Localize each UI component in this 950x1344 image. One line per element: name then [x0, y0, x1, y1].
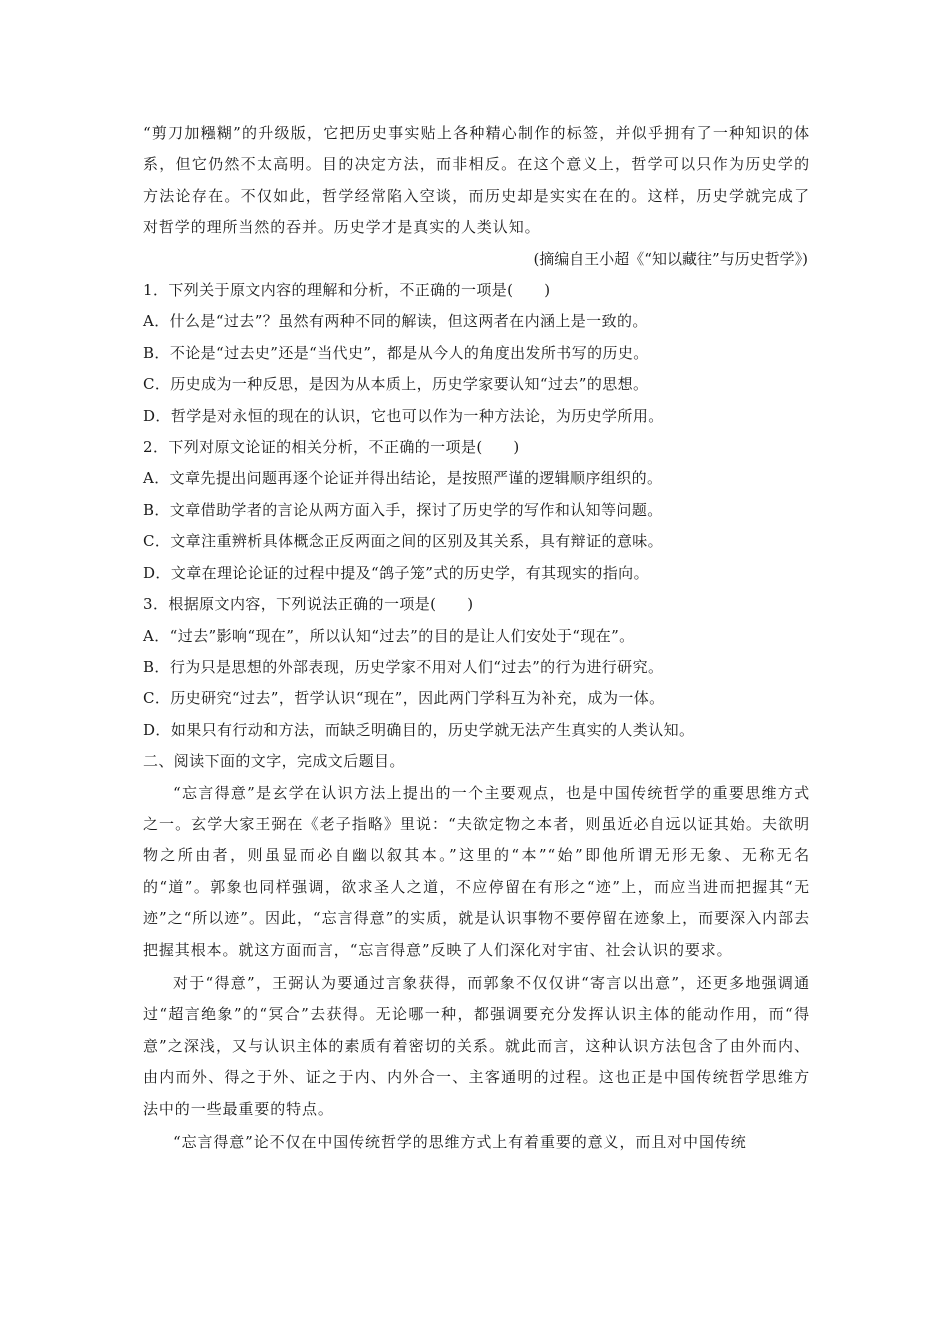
- passage1-tail-paragraph: “剪刀加糨糊”的升级版，它把历史事实贴上各种精心制作的标签，并似乎拥有了一种知识的体系，但它仍然不太高明。目的决定方法，而非相反。在这个意义上，哲学可以只作为历史学的方法论存在。不仅如此，哲学经常陷入空谈，而历史却是实实在在的。这样，历史学就完成了对哲学的理所当然的吞并。历史学才是真实的人类认知。: [143, 124, 810, 237]
- section-2-heading: 二、阅读下面的文字，完成文后题目。: [143, 752, 405, 771]
- question-2-option-a: A．文章先提出问题再逐个论证并得出结论，是按照严谨的逻辑顺序组织的。: [143, 469, 663, 488]
- question-1-option-a: A．什么是“过去”？虽然有两种不同的解读，但这两者在内涵上是一致的。: [143, 312, 648, 331]
- question-1-option-d: D．哲学是对永恒的现在的认识，它也可以作为一种方法论，为历史学所用。: [143, 406, 664, 425]
- question-2-stem: 2．下列对原文论证的相关分析，不正确的一项是( ): [143, 438, 520, 457]
- question-2-option-b: B．文章借助学者的言论从两方面入手，探讨了历史学的写作和认知等问题。: [143, 500, 663, 519]
- question-3-option-d: D．如果只有行动和方法，而缺乏明确目的，历史学就无法产生真实的人类认知。: [143, 720, 695, 739]
- question-3-stem: 3．根据原文内容，下列说法正确的一项是( ): [143, 595, 474, 614]
- source-citation: (摘编自王小超《“知以藏往”与历史哲学》): [533, 249, 808, 268]
- question-1: [143, 275, 810, 432]
- question-3-option-b: B．行为只是思想的外部表现，历史学家不用对人们“过去”的行为进行研究。: [143, 657, 664, 676]
- question-1-option-c: C．历史成为一种反思，是因为从本质上，历史学家要认知“过去”的思想。: [143, 375, 649, 394]
- question-2: [143, 432, 810, 589]
- passage2-paragraph-1: “忘言得意”是玄学在认识方法上提出的一个主要观点，也是中国传统哲学的重要思维方式之一。玄学大家王弼在《老子指略》里说：“夫欲定物之本者，则虽近必自远以证其始。夫欲明物之所由者，则虽显而必自幽以叙其本。”这里的“本”“始”即他所谓无形无象、无称无名的“道”。郭象也同样强调，欲求圣人之道，不应停留在有形之“迹”上，而应当进而把握其“无迹”之“所以迹”。因此，“忘言得意”的实质，就是认识事物不要停留在迹象上，而要深入内部去把握其根本。就这方面而言，“忘言得意”反映了人们深化对宇宙、社会认识的要求。: [143, 783, 810, 959]
- passage2-paragraph-3: “忘言得意”论不仅在中国传统哲学的思维方式上有着重要的意义，而且对中国传统: [173, 1133, 747, 1151]
- question-2-option-d: D．文章在理论论证的过程中提及“鸽子笼”式的历史学，有其现实的指向。: [143, 563, 649, 582]
- question-3: [143, 589, 810, 746]
- question-1-stem: 1．下列关于原文内容的理解和分析，不正确的一项是( ): [143, 281, 551, 300]
- question-2-option-c: C．文章注重辨析具体概念正反两面之间的区别及其关系，具有辩证的意味。: [143, 532, 664, 551]
- passage2-paragraph-2: 对于“得意”，王弼认为要通过言象获得，而郭象不仅仅讲“寄言以出意”，还更多地强调通过“超言绝象”的“冥合”去获得。无论哪一种，都强调要充分发挥认识主体的能动作用，而“得意”之深浅，又与认识主体的素质有着密切的关系。就此而言，这种认识方法包含了由外而内、由内而外、得之于外、证之于内、内外合一、主客通明的过程。这也正是中国传统哲学思维方法中的一些最重要的特点。: [143, 973, 810, 1118]
- question-1-option-b: B．不论是“过去史”还是“当代史”，都是从今人的角度出发所书写的历史。: [143, 343, 649, 362]
- question-3-option-a: A．“过去”影响“现在”，所以认知“过去”的目的是让人们安处于“现在”。: [143, 626, 635, 645]
- question-3-option-c: C．历史研究“过去”，哲学认识“现在”，因此两门学科互为补充，成为一体。: [143, 689, 665, 708]
